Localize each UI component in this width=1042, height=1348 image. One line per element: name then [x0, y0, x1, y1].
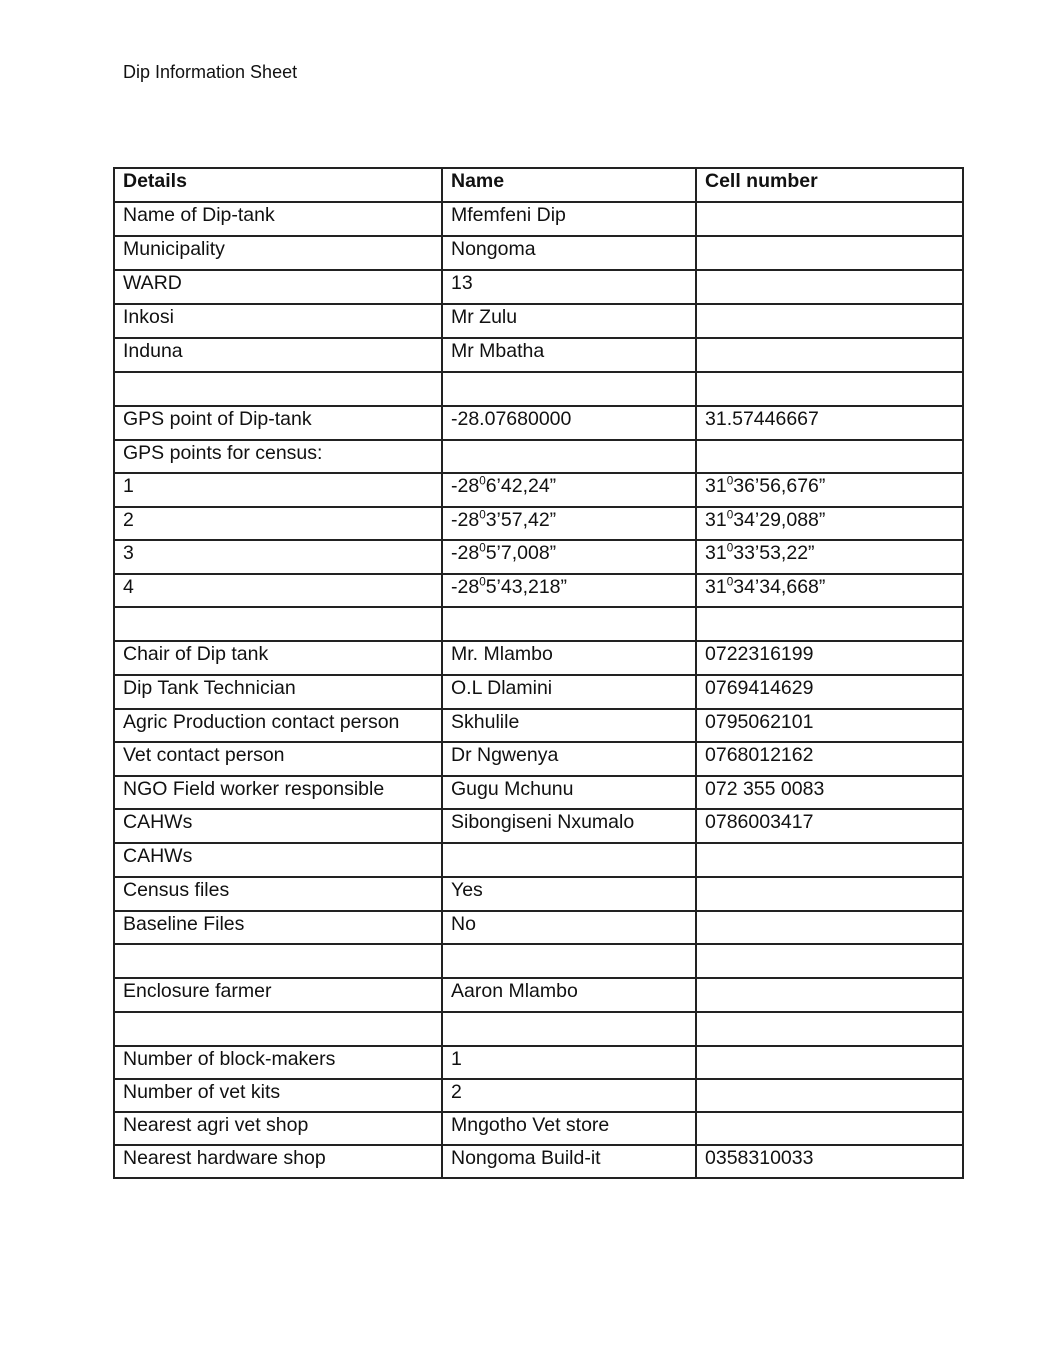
table-row — [114, 1145, 963, 1178]
name-cell: -28.07680000 — [442, 406, 696, 440]
detail-cell: Baseline Files — [114, 911, 442, 944]
cell-number-cell: $31^034’34,668$” — [696, 574, 963, 607]
header-cell-number: Cell number — [696, 168, 963, 202]
detail-cell — [114, 372, 442, 406]
degree-mark: 0 — [726, 541, 734, 555]
cell-number-cell — [696, 607, 963, 641]
name-cell: Mfemfeni Dip — [442, 202, 696, 236]
name-cell: Mr. Mlambo — [442, 641, 696, 675]
table-row — [114, 843, 963, 877]
dip-info-table — [113, 167, 964, 1179]
name-cell: Mr Mbatha — [442, 338, 696, 372]
detail-cell: 4 — [114, 574, 442, 607]
table-row — [114, 304, 963, 338]
detail-cell — [114, 1012, 442, 1046]
cell-number-cell — [696, 440, 963, 473]
name-cell — [442, 607, 696, 641]
detail-cell: Inkosi — [114, 304, 442, 338]
name-cell — [442, 1012, 696, 1046]
detail-cell: Dip Tank Technician — [114, 675, 442, 709]
detail-cell: Municipality — [114, 236, 442, 270]
table-row — [114, 1012, 963, 1046]
table-header-row — [114, 168, 963, 202]
name-cell: Nongoma — [442, 236, 696, 270]
table-row — [114, 709, 963, 742]
table-row — [114, 776, 963, 809]
table-row — [114, 1112, 963, 1145]
detail-cell: Induna — [114, 338, 442, 372]
name-cell: O.L Dlamini — [442, 675, 696, 709]
cell-number-cell — [696, 372, 963, 406]
table-row — [114, 1079, 963, 1112]
detail-cell: Agric Production contact person — [114, 709, 442, 742]
header-name: Name — [442, 168, 696, 202]
cell-number-cell — [696, 1112, 963, 1145]
table-row — [114, 202, 963, 236]
table-row — [114, 944, 963, 978]
cell-number-cell: 0722316199 — [696, 641, 963, 675]
table-row — [114, 236, 963, 270]
document-title: Dip Information Sheet — [123, 62, 298, 82]
detail-cell: Number of vet kits — [114, 1079, 442, 1112]
detail-cell: Nearest agri vet shop — [114, 1112, 442, 1145]
table-row — [114, 809, 963, 843]
cell-number-cell — [696, 877, 963, 911]
table-row — [114, 641, 963, 675]
cell-number-cell — [696, 944, 963, 978]
detail-cell: NGO Field worker responsible — [114, 776, 442, 809]
name-cell: Nongoma Build-it — [442, 1145, 696, 1178]
cell-number-cell — [696, 202, 963, 236]
name-cell: 2 — [442, 1079, 696, 1112]
name-cell: Mngotho Vet store — [442, 1112, 696, 1145]
degree-mark: 0 — [479, 541, 486, 555]
detail-cell — [114, 607, 442, 641]
cell-number-cell — [696, 236, 963, 270]
cell-number-cell: 0769414629 — [696, 675, 963, 709]
name-cell: Yes — [442, 877, 696, 911]
name-cell: No — [442, 911, 696, 944]
name-cell: $-28^03’57,42$” — [442, 507, 696, 540]
cell-number-cell: 0768012162 — [696, 742, 963, 776]
table-row — [114, 607, 963, 641]
detail-cell: WARD — [114, 270, 442, 304]
degree-mark: 0 — [726, 575, 734, 589]
name-cell: Mr Zulu — [442, 304, 696, 338]
name-cell: Sibongiseni Nxumalo — [442, 809, 696, 843]
table-row — [114, 406, 963, 440]
cell-number-cell: $31^033’53,22$” — [696, 540, 963, 574]
detail-cell: 3 — [114, 540, 442, 574]
cell-number-cell — [696, 304, 963, 338]
detail-cell: 2 — [114, 507, 442, 540]
table-row — [114, 877, 963, 911]
header-details: Details — [114, 168, 442, 202]
cell-number-cell — [696, 270, 963, 304]
table-row — [114, 338, 963, 372]
detail-cell — [114, 944, 442, 978]
name-cell: 1 — [442, 1046, 696, 1079]
name-cell — [442, 440, 696, 473]
name-cell: Dr Ngwenya — [442, 742, 696, 776]
cell-number-cell: 0358310033 — [696, 1145, 963, 1178]
cell-number-cell — [696, 1012, 963, 1046]
cell-number-cell: 0786003417 — [696, 809, 963, 843]
cell-number-cell: 0795062101 — [696, 709, 963, 742]
detail-cell: Nearest hardware shop — [114, 1145, 442, 1178]
degree-mark: 0 — [726, 474, 734, 488]
cell-number-cell — [696, 978, 963, 1012]
cell-number-cell: $31^036’56,676$” — [696, 473, 963, 507]
cell-number-cell: 072 355 0083 — [696, 776, 963, 809]
detail-cell: Census files — [114, 877, 442, 911]
table-row — [114, 978, 963, 1012]
table-row — [114, 574, 963, 607]
table-row — [114, 675, 963, 709]
degree-mark: 0 — [479, 508, 486, 522]
name-cell — [442, 372, 696, 406]
table-row — [114, 911, 963, 944]
detail-cell: Number of block-makers — [114, 1046, 442, 1079]
cell-number-cell — [696, 1046, 963, 1079]
name-cell: Gugu Mchunu — [442, 776, 696, 809]
name-cell — [442, 843, 696, 877]
detail-cell: Name of Dip-tank — [114, 202, 442, 236]
detail-cell: 1 — [114, 473, 442, 507]
table-row — [114, 270, 963, 304]
cell-number-cell — [696, 338, 963, 372]
name-cell: 13 — [442, 270, 696, 304]
detail-cell: GPS point of Dip-tank — [114, 406, 442, 440]
cell-number-cell — [696, 843, 963, 877]
cell-number-cell: $31^034’29,088$” — [696, 507, 963, 540]
name-cell: $-28^06’42,24$” — [442, 473, 696, 507]
detail-cell: Enclosure farmer — [114, 978, 442, 1012]
name-cell: Skhulile — [442, 709, 696, 742]
degree-mark: 0 — [479, 575, 486, 589]
name-cell: Aaron Mlambo — [442, 978, 696, 1012]
degree-mark: 0 — [479, 474, 486, 488]
name-cell: $-28^05’7,008$” — [442, 540, 696, 574]
detail-cell: CAHWs — [114, 843, 442, 877]
table-row — [114, 507, 963, 540]
name-cell — [442, 944, 696, 978]
name-cell: $-28^05’43,218$” — [442, 574, 696, 607]
table-row — [114, 372, 963, 406]
detail-cell: GPS points for census: — [114, 440, 442, 473]
detail-cell: Chair of Dip tank — [114, 641, 442, 675]
degree-mark: 0 — [726, 508, 734, 522]
cell-number-cell: 31.57446667 — [696, 406, 963, 440]
cell-number-cell — [696, 1079, 963, 1112]
cell-number-cell — [696, 911, 963, 944]
detail-cell: CAHWs — [114, 809, 442, 843]
detail-cell: Vet contact person — [114, 742, 442, 776]
table-row — [114, 540, 963, 574]
table-row — [114, 473, 963, 507]
table-row — [114, 1046, 963, 1079]
table-row — [114, 440, 963, 473]
table-row — [114, 742, 963, 776]
